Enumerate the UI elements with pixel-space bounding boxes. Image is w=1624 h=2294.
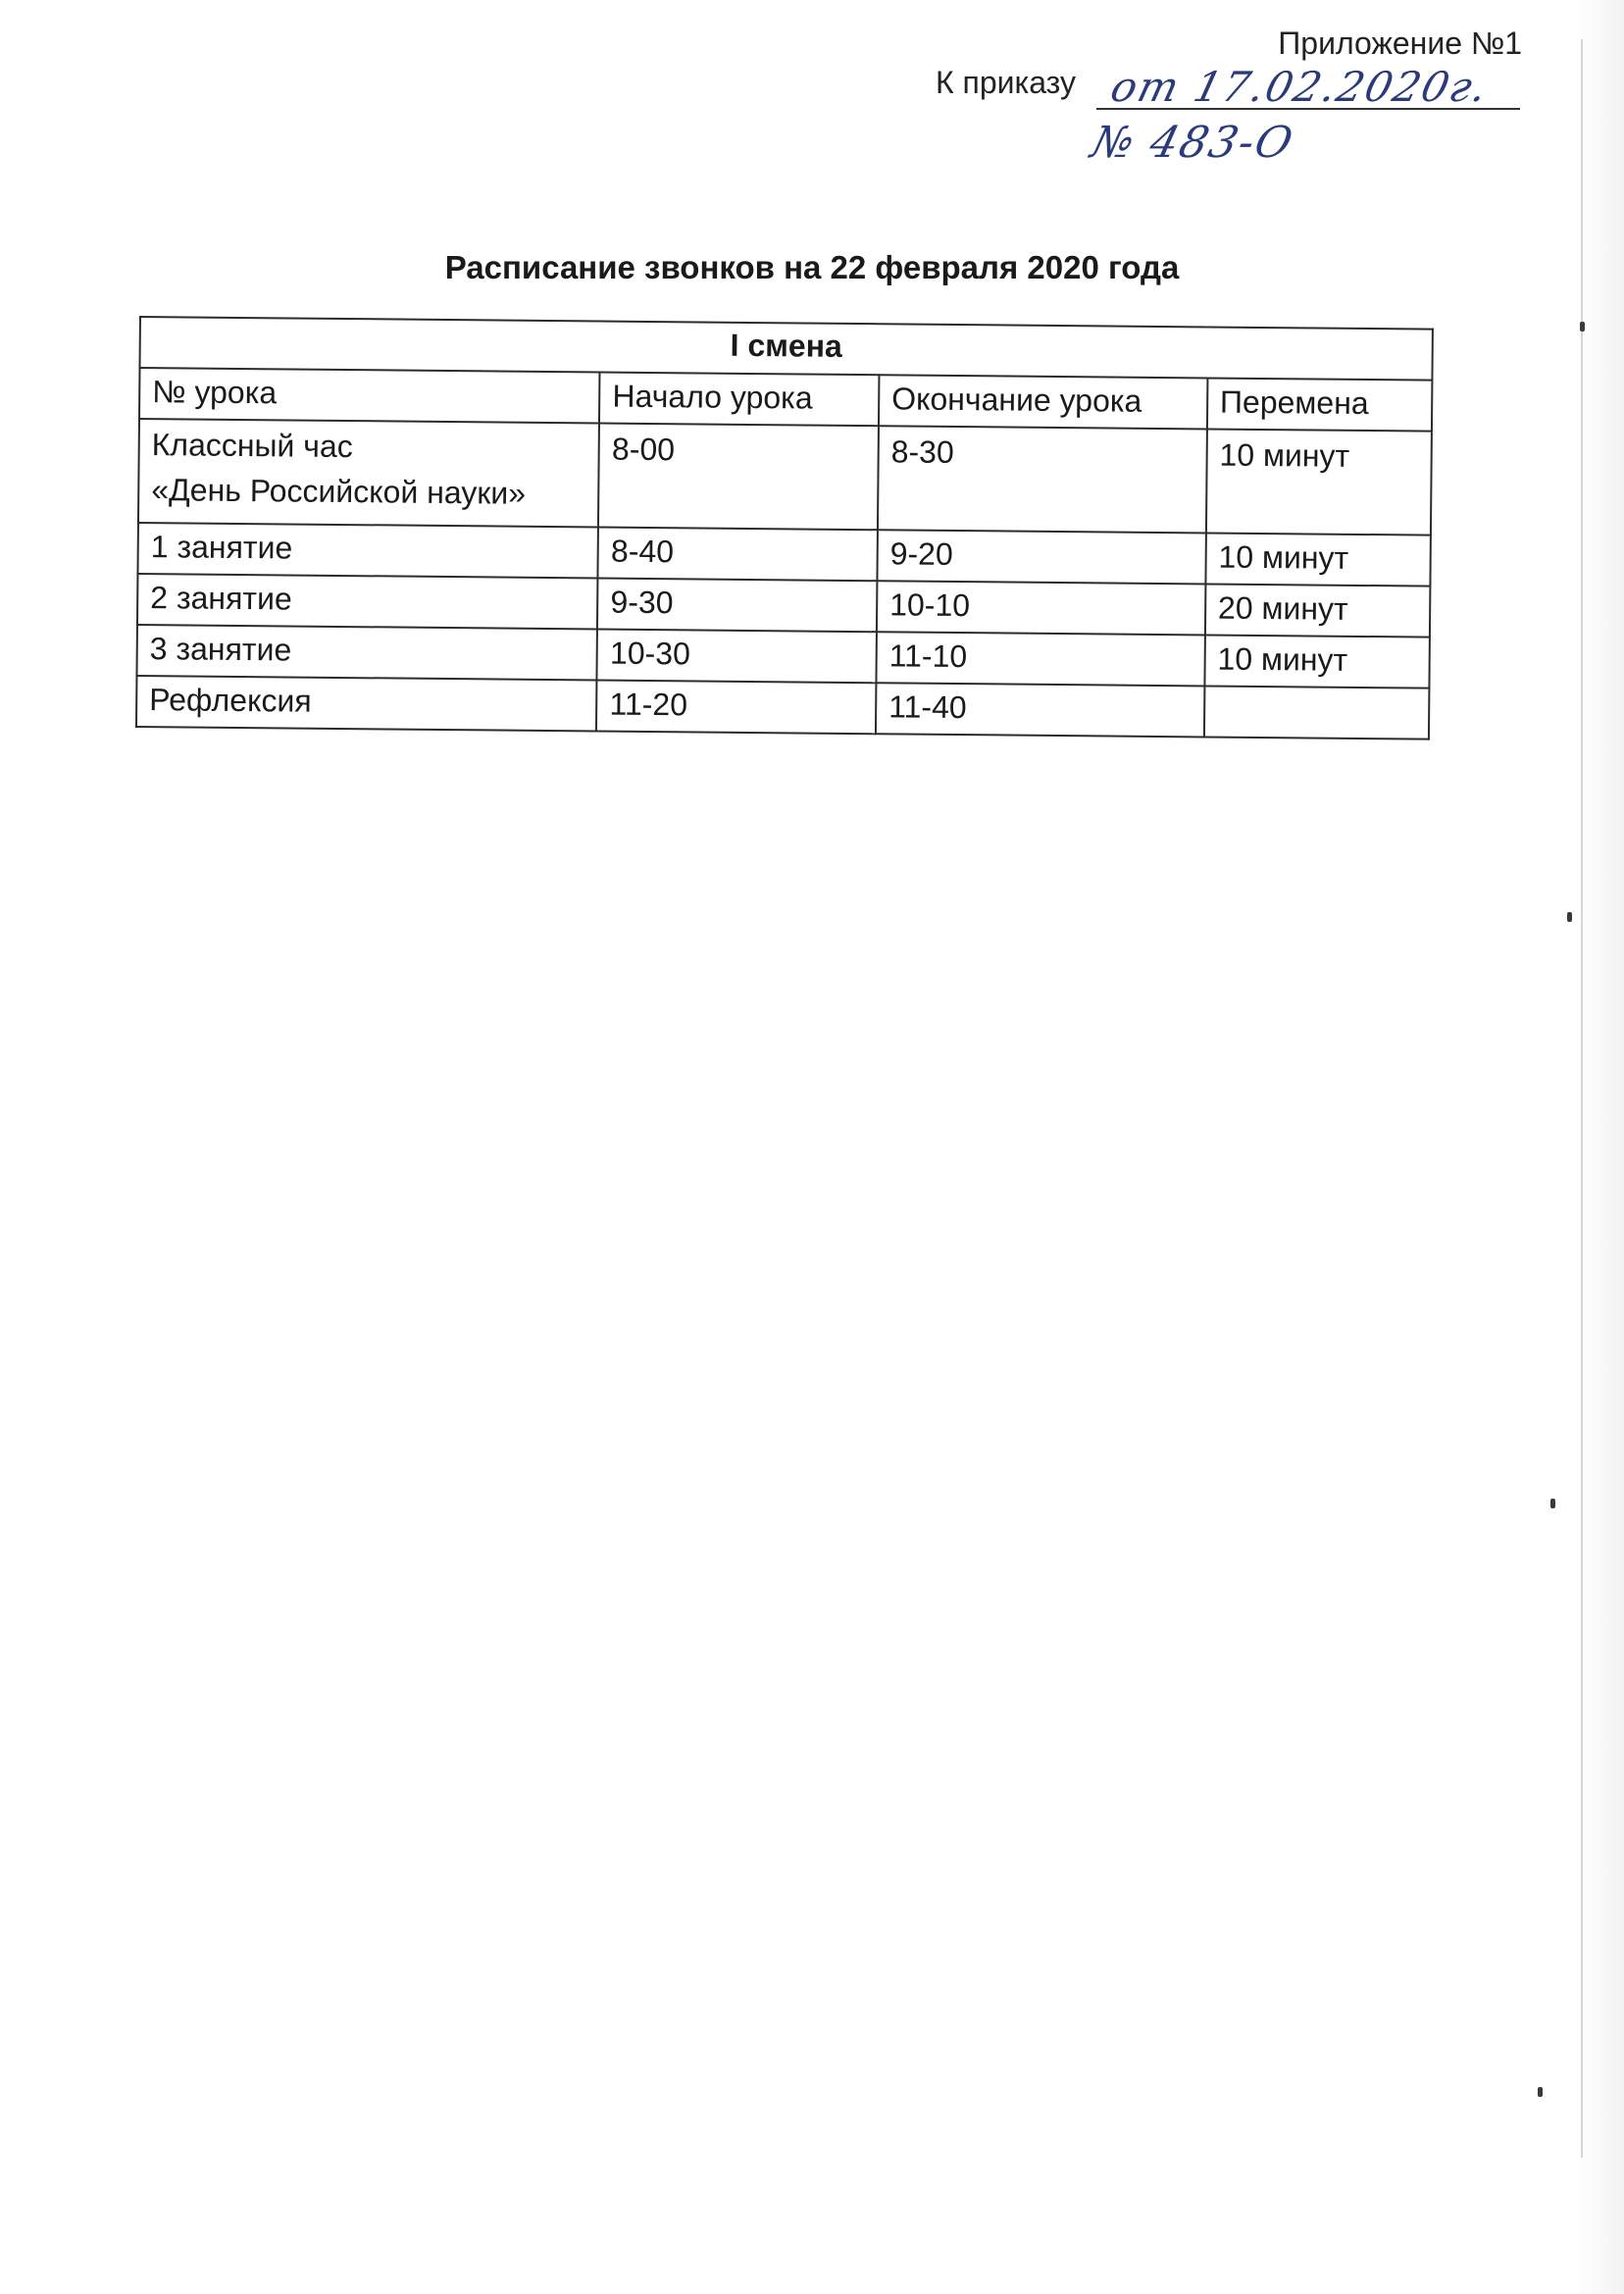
lesson-cell: 2 занятие (137, 574, 598, 630)
column-header-break: Перемена (1207, 378, 1433, 431)
column-header-start: Начало урока (599, 373, 879, 427)
scan-mark (1580, 322, 1585, 331)
end-time-cell: 8-30 (878, 426, 1207, 533)
lesson-subtitle: «День Российской науки» (151, 472, 527, 511)
lesson-cell (138, 419, 599, 527)
table-row (138, 419, 1432, 535)
start-time-cell: 8-00 (598, 424, 879, 531)
handwritten-number: № 483-О (1086, 118, 1299, 168)
order-label: К приказу (936, 65, 1076, 100)
start-time-cell: 10-30 (597, 629, 877, 683)
end-time-cell: 9-20 (877, 530, 1205, 584)
break-cell: 10 минут (1204, 635, 1430, 688)
shift-header: I смена (139, 317, 1432, 381)
scan-edge (1569, 0, 1624, 2294)
scan-mark (1550, 1499, 1555, 1508)
break-cell: 10 минут (1205, 533, 1431, 586)
page-title: Расписание звонков на 22 февраля 2020 года (444, 249, 1180, 285)
schedule-table (135, 316, 1434, 740)
end-time-cell: 11-40 (876, 683, 1204, 737)
start-time-cell: 8-40 (598, 528, 878, 582)
column-header-end: Окончание урока (879, 375, 1207, 429)
break-cell (1204, 686, 1430, 739)
scan-mark (1567, 912, 1572, 922)
break-cell: 20 минут (1205, 584, 1431, 637)
end-time-cell: 11-10 (876, 632, 1204, 686)
lesson-cell: Рефлексия (136, 676, 597, 732)
handwritten-date: от 17.02.2020г. (1105, 63, 1495, 111)
lesson-name: Классный час (151, 427, 353, 465)
end-time-cell: 10-10 (877, 581, 1205, 635)
appendix-label: Приложение №1 (1278, 25, 1522, 61)
start-time-cell: 11-20 (596, 680, 876, 734)
break-cell: 10 минут (1206, 429, 1432, 535)
schedule-table-wrapper (135, 316, 1434, 740)
start-time-cell: 9-30 (597, 579, 877, 633)
scan-mark (1538, 2087, 1543, 2097)
scan-edge-line (1581, 39, 1583, 2158)
lesson-cell: 3 занятие (136, 625, 597, 681)
lesson-cell: 1 занятие (137, 523, 598, 579)
column-header-lesson: № урока (139, 368, 600, 424)
